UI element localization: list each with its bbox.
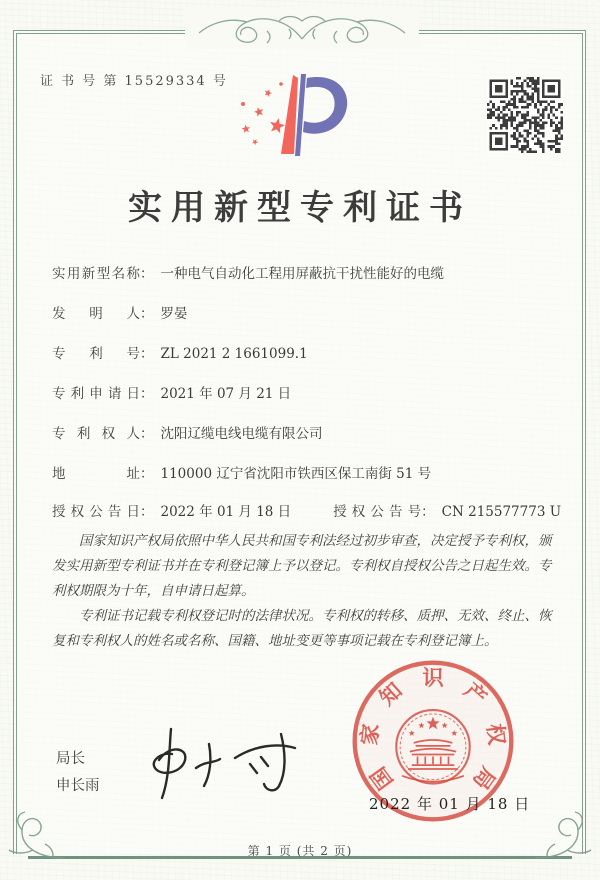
field-colon: ： — [421, 504, 435, 520]
cnipa-logo — [233, 72, 367, 184]
field-colon: ： — [140, 266, 154, 282]
certificate-number: 证 书 号 第 15529334 号 — [40, 74, 228, 89]
seal-date: 2022 年 01 月 18 日 — [369, 795, 531, 813]
field-row-address — [52, 462, 431, 482]
field-value: 2021 年 07 月 21 日 — [160, 386, 292, 402]
field-colon: ： — [140, 386, 154, 402]
field-colon: ： — [140, 306, 154, 322]
field-row-patentee — [52, 422, 323, 442]
grant-no-value: CN 215577773 U — [441, 504, 562, 520]
field-row-patent-no — [52, 342, 308, 362]
qr-code — [487, 77, 563, 153]
signer-title: 局长 — [56, 751, 85, 767]
field-value: ZL 2021 2 1661099.1 — [160, 346, 308, 362]
field-label: 地址 — [52, 466, 140, 482]
field-label: 专利号 — [52, 346, 140, 362]
signer-name: 申长雨 — [56, 778, 100, 794]
field-row-grant — [52, 500, 561, 520]
legal-paragraph-1: 国家知识产权局依照中华人民共和国专利法经过初步审查，决定授予专利权，颁发实用新型专利证书并在专利登记簿上予以登记。专利权自授权公告之日起生效。专利权期限为十年，自申请日起算。 — [52, 533, 552, 599]
svg-text:产: 产 — [458, 678, 492, 711]
field-label: 实用新型名称 — [52, 266, 140, 282]
svg-text:知: 知 — [374, 678, 408, 711]
field-colon: ： — [140, 426, 154, 442]
field-value: 罗晏 — [160, 306, 188, 322]
field-value: 沈阳辽缆电线电缆有限公司 — [160, 426, 323, 442]
certificate-title: 实用新型专利证书 — [128, 188, 472, 228]
svg-text:国: 国 — [366, 761, 399, 794]
floral-ornament-top — [185, 7, 419, 49]
field-value: 110000 辽宁省沈阳市铁西区保工南街 51 号 — [160, 466, 432, 482]
svg-text:家: 家 — [357, 722, 385, 747]
field-value: 一种电气自动化工程用屏蔽抗干扰性能好的电缆 — [160, 266, 444, 282]
field-colon: ： — [140, 466, 154, 482]
signer-block — [56, 746, 100, 800]
svg-text:权: 权 — [481, 722, 509, 747]
field-label: 专利申请日 — [52, 386, 140, 402]
field-row-name — [52, 262, 444, 282]
svg-text:识: 识 — [422, 665, 444, 691]
field-row-inventor — [52, 302, 188, 322]
field-colon: ： — [140, 504, 154, 520]
grant-date-label: 授权公告日 — [52, 504, 140, 520]
grant-no-label: 授权公告号 — [333, 504, 422, 520]
field-row-filing-date — [52, 382, 291, 402]
field-label: 专利权人 — [52, 426, 140, 442]
grant-date-value: 2022 年 01 月 18 日 — [160, 504, 292, 520]
commissioner-signature — [125, 720, 325, 808]
legal-text — [52, 529, 554, 654]
legal-paragraph-2: 专利证书记载专利权登记时的法律状况。专利权的转移、质押、无效、终止、恢复和专利权人的姓名或名称、国籍、地址变更等事项记载在专利登记簿上。 — [52, 608, 552, 649]
page-number: 第 1 页 (共 2 页) — [247, 844, 353, 858]
svg-text:局: 局 — [467, 761, 500, 794]
field-label: 发明人 — [52, 306, 140, 322]
field-colon: ： — [140, 346, 154, 362]
